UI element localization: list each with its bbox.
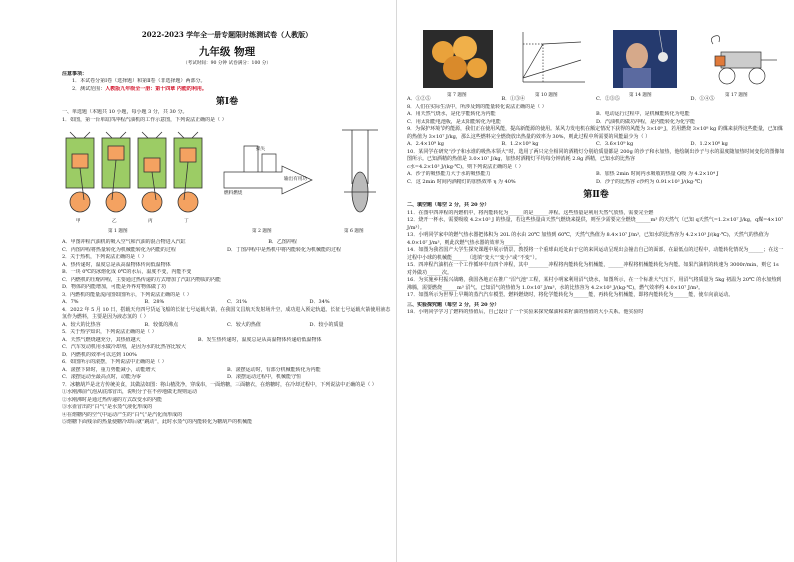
q10-options-cd [407, 179, 785, 187]
q4-option-c[interactable]: C．较大的热值 [227, 321, 261, 328]
q7-statement-1: ①水刚沸前气泡从底部冒出，说明分子在不停地做无规则运动 [62, 389, 198, 395]
right-content [407, 96, 785, 317]
q3-option-c[interactable]: C．31% [227, 299, 247, 305]
question-6: 6．如图所示的滚摆，下列说法中正确的是（ ） [62, 359, 167, 365]
q3-option-b[interactable]: B．28% [144, 299, 165, 305]
q5-option-c[interactable]: C．汽车发动机用水做冷却剂，是因为水的比热容比较大 [62, 344, 186, 350]
q7-option-d[interactable]: D．①④⑤ [690, 96, 715, 102]
q9-option-c[interactable]: C．3.6×10⁹ kg [596, 141, 634, 147]
q5-option-a[interactable]: A．天然气燃烧越充分，其热值越大 [62, 336, 141, 343]
q5-option-d[interactable]: D．内燃机的效率可以达到 100% [62, 351, 137, 358]
fig2-label-loss: 损失 [256, 147, 266, 152]
right-page [397, 0, 794, 562]
q2-option-a[interactable]: A．热传递时，温度总是从高温物体传向低温物体 [62, 261, 171, 268]
fig17-steam-car [707, 34, 781, 88]
q2-option-b[interactable]: B．一块 0℃的冰熔化成 0℃的水后，温度不变，内能不变 [62, 269, 192, 275]
q4-option-d[interactable]: D．较小的质量 [309, 321, 344, 328]
q1-option-a[interactable]: A．甲图冲程汽油机的吸入空气和汽油的混合物进入汽缸 [62, 239, 186, 245]
question-14: 14．如图为我省国产大学生探究课题中展示情景，教授将一个重球由近处由于它的来回运动呈现出会撞击自己的面部，在最低点的过程中，动能转化情况为______；在这一过程中小球的机械能______（选填“变大”“变小”或“不变”）。 [407, 247, 784, 261]
q9-options [407, 141, 785, 149]
question-16: 16．为实施乡村振兴战略，我国各地正在推广“沼气池”工程，某村小明家利用沼气烧水，如图所示，在一个标准大气压下，用沼气将质量为 5kg 初温为 20℃ 的水加热到沸腾，需要燃烧______m³ 沼气。已知沼气的热值为 1.0×10⁷ J/m³，水的比热容为 4.2×10³ J/(kg·℃)，燃气效率约 4.0×10⁷ J/m³。 [407, 277, 782, 291]
q6-options-ab [62, 367, 392, 375]
section-2-heading: 第Ⅱ卷 [583, 190, 609, 200]
q4-options [62, 322, 392, 330]
question-3: 3．内燃机的能量流向图如图所示，下列说法正确的是（ ） [62, 291, 192, 298]
part-1-heading: 一、单选题（本题共 10 小题，每小题 3 分，共 30 分。 [62, 109, 188, 115]
fig10-caption: 第 10 题图 [535, 93, 558, 98]
fig14-pendulum-photo [613, 30, 677, 88]
q8-option-a[interactable]: A．用天然气烧水，是化学能转化为内能 [407, 111, 496, 117]
question-7: 7．冰糖葫芦是北方传统美食，其做法如图：将山楂洗净，穿成串，一面熔糖，三面糖衣，在熔糖时，在冷却过程中，下列说法中正确的是（ ） [62, 381, 377, 388]
fig14-caption: 第 14 题图 [629, 93, 652, 98]
engine-label-2: 乙 [112, 219, 117, 224]
q6-option-a[interactable]: A．滚摆下降时，重力势能减小，动能增大 [62, 366, 156, 373]
fig7-candied-hawthorn-photo [423, 30, 493, 88]
question-5: 5．关于热学知识，下列说法正确的是（ ） [62, 329, 157, 335]
q1-options-cd [62, 247, 392, 255]
q9-option-d[interactable]: D．1.2×10⁸ kg [690, 141, 728, 147]
q7-statement-2: ②水刚沸时是通过热传递的方式改变水的内能 [62, 396, 163, 403]
figures-row [62, 124, 392, 239]
question-11: 11．在图中四冲程的内燃机中，将内能转化为______的是______冲程。这些热量是利用天然气放热，需要完全燃 [407, 209, 654, 216]
q4-option-b[interactable]: B．较低的沸点 [144, 321, 179, 328]
q2-option-d[interactable]: D．物体的内能增加，可能是外界对物体做了功 [62, 284, 167, 290]
question-2: 2．关于热机，下列说法正确的是（ ） [62, 254, 147, 260]
q6-options-cd [62, 374, 392, 382]
q10-option-b[interactable]: B．加热 2min 时间内水吸收的热量 Q吸 为 4.2×10⁴ J [596, 171, 719, 177]
q7-options [407, 96, 785, 104]
question-10: 10．某同学在研究“沙子和水谁的吸热本领大”时，选用了两只完全相同的酒精灯分别给质量都是 200g 的沙子和水加热，他绘制出沙子与水的温度随加热时间变化的图像如图所示。已知酒精的热值是 3.0×10⁷ J/kg，加热时酒精灯平均每分钟消耗 2.8g 酒精，已知水的比热容 [407, 148, 785, 162]
q3-option-a[interactable]: A．7% [62, 299, 79, 305]
engine-label-3: 丙 [148, 219, 153, 224]
question-1: 1．如图，第一台单缸四冲程汽油机的工作示意图，下列说法正确的是（ ） [62, 116, 227, 123]
notice-item-1: 1．本试卷分第Ⅰ卷（选择题）和第Ⅱ卷（非选择题）两部分。 [72, 78, 206, 84]
q7-statement-4: ④在熔糖内的空气中运动产生的“白气”是汽化而形成的 [62, 411, 183, 418]
paper-subject: 九年级 物理 [198, 46, 256, 58]
notice-item-2-label: 2．测试范围： [72, 85, 106, 92]
fig17-caption: 第 17 题图 [725, 93, 748, 98]
question-9: 9．为保护环境节约能源，我们正在使用风能，提高新能源的使用。某风力发电机在额定情况下获得的风能为 3×10⁹ J，若用燃烧 3×10⁸ kg 的煤来获得这些能量，已知煤的热值为 3×10⁷ J/kg，那么这些燃料完全燃烧放出热量的效率为 30%，则此过程中所需要的风能最少为（ ） [407, 126, 783, 140]
fig7-caption: 第 7 题图 [447, 93, 467, 98]
question-12: 12．烧开一杯水，需要吸收 4.2×10⁵ J 的热量，若这些热量由天然气燃烧来提供，则至少需要完全燃烧______m³ 的天然气（已知 q天然气=1.2×10⁷ J/kg，q煤=4×10⁷ J/m³）。 [407, 217, 784, 231]
part-3-heading: 三、实验探究题（每空 2 分，共 20 分） [407, 301, 500, 308]
q1-option-c[interactable]: C．丙图冲程将热量转化为机械能转化为内能的过程 [62, 246, 176, 253]
q8-options-ab [407, 111, 785, 119]
q10-options-ab [407, 171, 785, 179]
q7-statement-3: ③水壶冒出的“白气”是水蒸气液化形成的 [62, 404, 153, 410]
question-17: 17．如图所示为世界上早期的蒸汽汽车模型。燃料燃烧时，将化学能转化为______能，再转化为机械能，即将内能转化为______能，使车向前运动。 [407, 292, 734, 298]
q4-option-a[interactable]: A．较大的比热容 [62, 321, 101, 328]
section-1-heading: 第Ⅰ卷 [215, 97, 239, 107]
q8-option-c[interactable]: C．用太阳能电池板，是太阳能转化为电能 [407, 118, 501, 125]
question-4: 4．2022 年 5 月 10 日，搭载天舟四号货运飞船的长征七号运载火箭，在我国文昌航天发射场升空，成功进入预定轨道。长征七号运载火箭使用液态氢作为燃料，主要是因为液态氢的（ ） [62, 306, 391, 320]
question-8: 8．人们在实际生活中，所涉及到的能量转化说法正确的是（ ） [407, 103, 547, 110]
q7-option-c[interactable]: C．②③⑤ [596, 96, 620, 102]
question-10-cont: c水=4.2×10³ J/(kg·℃)，则下列说法正确的是（ ） [407, 163, 524, 170]
paper-title: 2022-2023 学年全一册专题限时练测试卷（人教版） [141, 30, 313, 39]
q10-option-a[interactable]: A．沙子的吸热能力大于水的吸热能力 [407, 171, 491, 177]
fig1-caption: 第 1 题图 [108, 229, 128, 234]
q3-option-d[interactable]: D．34% [309, 299, 330, 305]
q6-option-b[interactable]: B．滚摆运动时，有部分机械能转化为内能 [227, 366, 321, 373]
q3-options [62, 299, 392, 307]
notice-item-2 [62, 86, 392, 94]
fig6-caption: 第 6 题图 [344, 229, 364, 234]
question-13: 13．小明同学家中的燃气热水器把体积为 20L 的水由 20℃ 加热到 60℃，天然气热值为 8.4×10⁷ J/m³，已知水的比热容为 4.2×10³ J/(kg·℃)，天然气的热值为 4.0×10⁷ J/m³，则此次燃气热水器的效率为______。 [407, 232, 769, 246]
q9-option-a[interactable]: A．2.4×10⁹ kg [407, 141, 444, 147]
q5-options-ab [62, 337, 392, 345]
q7-option-a[interactable]: A．①②⑤ [407, 96, 431, 102]
q8-options-cd [407, 119, 785, 127]
notice-heading: 注意事项： [62, 70, 88, 77]
left-content [62, 30, 392, 427]
q10-option-d[interactable]: D．沙子的比热容 c沙约为 0.91×10³ J/(kg·℃) [596, 178, 703, 185]
fig6-yoyo [340, 126, 380, 216]
q8-option-d[interactable]: D．汽油机的做功冲程，是内能转化为化学能 [596, 118, 696, 125]
q1-option-d[interactable]: D．丁图冲程中是热机中将内能转化为机械能的过程 [227, 246, 342, 253]
test-scope: 人教版九年级全一册：第十四章 内能的利用。 [105, 85, 207, 92]
engine-label-4: 丁 [184, 219, 189, 224]
q10-option-c[interactable]: C．这 2min 时间内酒精灯的加热效率 η 为 40% [407, 178, 516, 185]
question-18: 18．小明同学学习了燃料的热值后，自己设计了一个实验来探究煤油和菜籽油的热值的大小关系。他实验时 [407, 309, 644, 315]
engine-label-1: 甲 [76, 219, 81, 224]
fig1-engine-strokes [62, 126, 212, 226]
q6-option-d[interactable]: D．滚摆运动过程中，机械能守恒 [227, 374, 302, 380]
question-15: 15．四冲程汽油机在一个工作循环中有四个冲程，其中________冲程将内能转化为机械能，______冲程将机械能转化为内能。如果汽油机的转速为 3000r/min，则它 1s 对外做功______次。 [407, 262, 779, 276]
q1-options-ab [62, 239, 392, 247]
q2-option-c[interactable]: C．内燃机的压缩冲程，主要通过热传递的方式增加了汽缸内物质的内能 [62, 276, 221, 283]
part-2-heading: 二、填空题（每空 2 分，共 20 分） [407, 202, 490, 208]
q5-option-b[interactable]: B．发生热传递时，温度总是从高温物体传递给低温物体 [197, 336, 322, 343]
q7-option-b[interactable]: B．①③④ [501, 96, 526, 102]
q8-option-b[interactable]: B．电动运行过程中，是机械能转化为电能 [596, 111, 690, 117]
fig2-label-fuel: 燃料燃烧 [224, 191, 243, 196]
exam-info: （考试时间：90 分钟 试卷满分：100 分） [183, 61, 271, 66]
fig2-caption: 第 2 题图 [252, 229, 272, 234]
q6-option-c[interactable]: C．滚摆运动至最高点时，动能为零 [62, 374, 141, 380]
q9-option-b[interactable]: B．1.2×10⁹ kg [501, 141, 539, 147]
right-figures-row [407, 30, 785, 102]
fig2-energy-flow [222, 142, 322, 212]
fig2-label-output: 输出有用功 [284, 177, 307, 182]
q7-statement-5: ⑤熔糖下面残余的热量使糖冷却后就“跳动”，此时水蒸气的内能转化为糖葫芦的机械能 [62, 419, 253, 425]
q1-option-b[interactable]: B．乙图冲程 [268, 239, 297, 245]
fig10-temperature-graph [515, 30, 587, 88]
